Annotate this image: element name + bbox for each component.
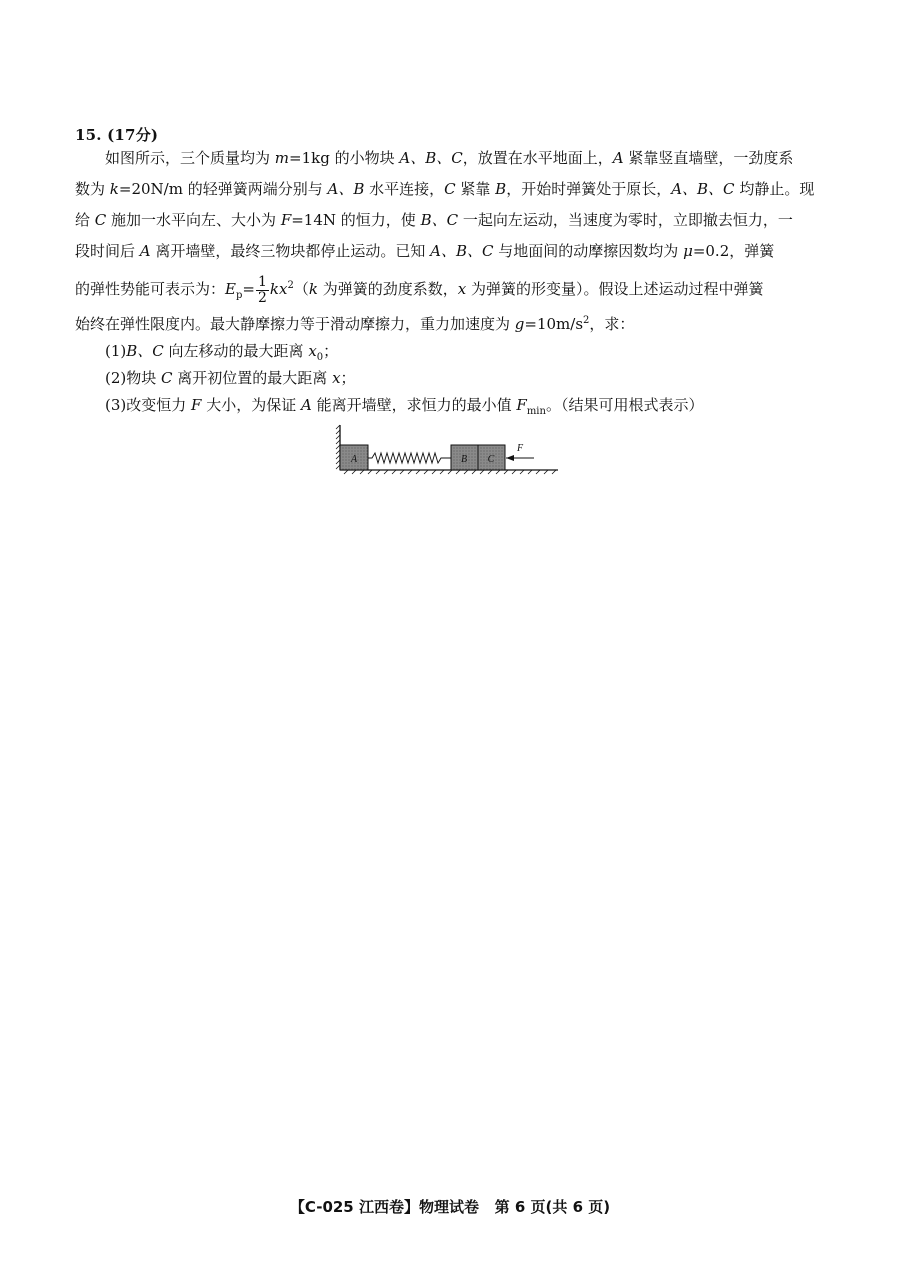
wall <box>336 425 340 470</box>
sub-question-2: (2)物块 C 离开初位置的最大距离 x； <box>105 369 356 387</box>
force-arrow-icon <box>506 455 534 461</box>
question-stem <box>75 143 827 336</box>
spring-blocks-diagram <box>330 420 560 480</box>
footer-exam-code: 【C-025 江西卷】物理试卷 <box>289 1198 479 1216</box>
block-c-label: C <box>487 454 495 465</box>
force-label: F <box>516 443 524 454</box>
sub-question-3: (3)改变恒力 F 大小，为保证 A 能离开墙壁，求恒力的最小值 $F_{min}$。（结果可用根式表示） <box>105 396 704 417</box>
fraction-one-half: $\frac{1}{2}$ <box>257 273 267 306</box>
footer-page-number: 第 6 页(共 6 页) <box>494 1198 611 1216</box>
stem-line-6: 始终在弹性限度内。最大静摩擦力等于滑动摩擦力，重力加速度为 $g=10m/s^2$，求： <box>75 315 635 333</box>
stem-line-3: 给 C 施加一水平向左、大小为 F=14N 的恒力，使 B、C 一起向左运动，当速度为零时，立即撤去恒力，一 <box>75 211 793 229</box>
block-a-label: A <box>350 454 358 465</box>
ground <box>340 470 558 474</box>
sub-question-1: (1)B、C 向左移动的最大距离 $x_0$； <box>105 342 339 363</box>
stem-line-4: 段时间后 A 离开墙壁，最终三物块都停止运动。已知 A、B、C 与地面间的动摩擦因数均为 μ=0.2，弹簧 <box>75 242 775 260</box>
question-number: 15. (17分) <box>75 126 159 144</box>
stem-line-5: 的弹性势能可表示为：$E_p=$ $\frac{1}{2}$ $kx^2(k$ 为弹簧的劲度系数，x 为弹簧的形变量）。假设上述运动过程中弹簧 <box>75 273 764 306</box>
stem-line-1: 如图所示，三个质量均为 m=1kg 的小物块 A、B、C，放置在水平地面上，A 紧靠竖直墙壁，一劲度系 <box>105 149 794 167</box>
spring <box>368 453 451 463</box>
block-b-label: B <box>460 454 468 465</box>
stem-line-2: 数为 k=20N/m 的轻弹簧两端分别与 A、B 水平连接，C 紧靠 B，开始时弹簧处于原长，A、B、C 均静止。现 <box>75 180 815 198</box>
page-footer <box>0 1196 900 1217</box>
